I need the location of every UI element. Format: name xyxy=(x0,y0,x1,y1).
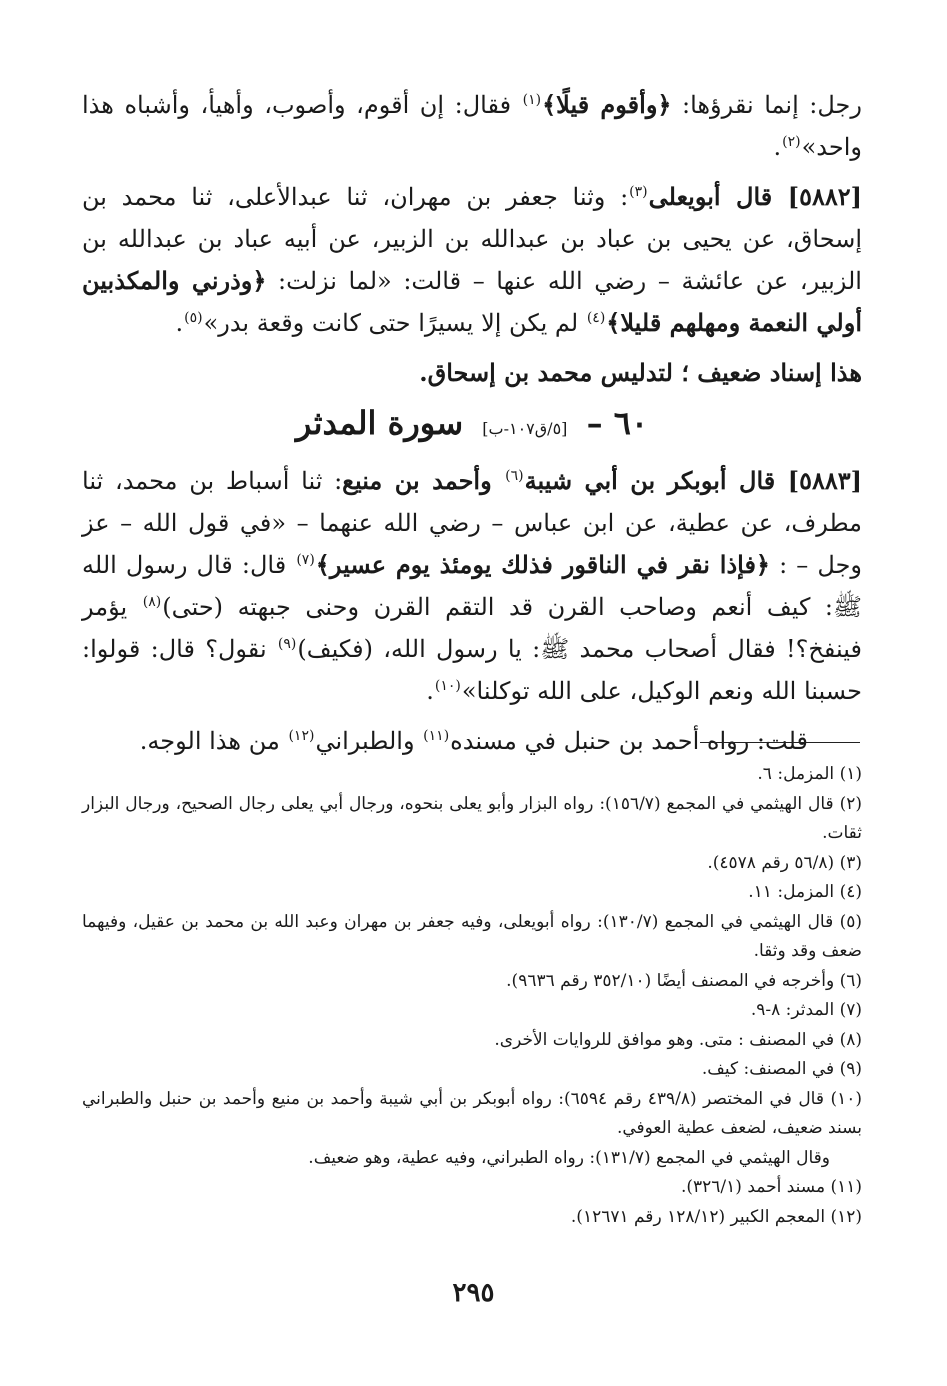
footnote-ref: (٢) xyxy=(782,134,801,150)
footnote-ref: (٧) xyxy=(296,552,315,568)
footnote xyxy=(82,760,862,790)
text-run: لم يكن إلا يسيرًا حتى كانت وقعة بدر» xyxy=(203,309,586,337)
footnote-text: في المصنف : متى. وهو موافق للروايات الأخرى. xyxy=(494,1029,835,1050)
footnote-text: المزمل: ١١. xyxy=(748,882,835,902)
text-run: رجل: إنما نقرؤها: xyxy=(671,91,862,119)
footnote-ref: (٣) xyxy=(629,184,648,200)
footnote-ref: (١٢) xyxy=(288,728,315,744)
footnote xyxy=(82,1203,862,1233)
footnote xyxy=(82,849,862,879)
text-run: قلت: رواه أحمد بن حنبل في مسنده xyxy=(450,727,808,755)
footnotes xyxy=(82,760,862,1232)
footnote-ref: (٦) xyxy=(505,468,524,484)
footnote-ref: (١٠) xyxy=(434,678,461,694)
footnote-text: وأخرجه في المصنف أيضًا (٣٥٢/١٠ رقم ٩٦٣٦). xyxy=(506,970,835,991)
text-run: . xyxy=(175,309,184,337)
footnote xyxy=(82,1173,862,1203)
text-run: . xyxy=(773,133,782,161)
text-run: : وثنا جعفر بن مهران، ثنا عبدالأعلى، ثنا محمد بن إسحاق، عن يحيى بن عباد بن عبدالله بن الزبير، عن أبيه عباد بن عبدالله بن الزبير، عن عائشة – رضي الله عنها – قالت: «لما نزلت: xyxy=(82,183,862,295)
hadith-label: وأحمد بن منيع xyxy=(342,466,505,495)
text-run: نقول؟ قال: قولوا: حسبنا الله ونعم الوكيل، على الله توكلنا» xyxy=(82,635,862,705)
section-text xyxy=(82,460,862,770)
chapter-title: سورة المدثر xyxy=(295,404,464,442)
footnote-number: (٨) xyxy=(839,1029,862,1050)
footnote xyxy=(82,1055,862,1085)
footnote-text: في المصنف: كيف. xyxy=(701,1059,835,1079)
footnote-number: (٩) xyxy=(839,1059,862,1079)
footnote-ref: (٩) xyxy=(277,636,297,652)
footnote xyxy=(82,967,862,997)
footnote-number: (٥) xyxy=(839,911,863,932)
footnote xyxy=(82,1085,862,1144)
footnote-text: (٥٦/٨ رقم ٤٥٧٨). xyxy=(707,852,835,873)
footnote-text: قال الهيثمي في المجمع (١٥٦/٧): رواه البزار وأبو يعلى بنحوه، ورجال أبي يعلى رجال الصحيح، ورجال البزار ثقات. xyxy=(82,793,862,843)
footnote-number: (١) xyxy=(839,764,862,784)
surah-heading xyxy=(82,398,862,454)
footnote-ref: (١) xyxy=(522,92,542,108)
footnote-continuation xyxy=(82,1144,862,1174)
hadith-5883 xyxy=(82,460,862,712)
text-run: يؤمر فينفخ؟! فقال أصحاب محمد ﷺ: يا رسول الله، (فكيف) xyxy=(82,593,862,663)
text-run: : ثنا أسباط بن محمد، ثنا مطرف، عن عطية، عن ابن عباس – رضي الله عنهما – «في قول الله – عز وجل – : xyxy=(82,467,863,579)
hadith-label: [٥٨٨٢] قال أبويعلى xyxy=(648,182,862,211)
qultu-paragraph xyxy=(82,720,862,762)
footnote-number: (١١) xyxy=(830,1177,862,1197)
manuscript-ref: [٥/ق١٠٧-ب] xyxy=(482,419,568,438)
hadith-5882 xyxy=(82,176,862,344)
text-run: والطبراني xyxy=(315,727,423,755)
paragraph-continuation xyxy=(82,84,862,168)
footnote-number: (٣) xyxy=(839,852,862,873)
quran-quote: ﴿وأقوم قيلًا﴾ xyxy=(542,90,672,119)
text-run: فقال: إن أقوم، وأصوب، وأهيأ، وأشباه هذا واحد» xyxy=(82,91,862,161)
footnote xyxy=(82,790,862,849)
text-run: . xyxy=(426,677,434,705)
footnote-number: (١٠) xyxy=(830,1088,862,1109)
chapter-number: ٦٠ – xyxy=(586,404,649,442)
footnote xyxy=(82,878,862,908)
footnote-text: المعجم الكبير (١٢٨/١٢ رقم ١٢٦٧١). xyxy=(570,1206,826,1227)
footnote xyxy=(82,996,862,1026)
footnote-number: (٦) xyxy=(839,970,862,991)
footnote xyxy=(82,908,862,967)
footnote-text: قال في المختصر (٤٣٩/٨ رقم ٦٥٩٤): رواه أبوبكر بن أبي شيبة وأحمد بن منيع وأحمد بن حنبل والطبراني بسند ضعيف، لضعف عطية العوفي. xyxy=(82,1088,862,1138)
footnote-text: مسند أحمد (٣٢٦/١). xyxy=(680,1177,826,1197)
footnote-text: وقال الهيثمي في المجمع (١٣١/٧): رواه الطبراني، وفيه عطية، وهو ضعيف. xyxy=(308,1147,830,1168)
footnote-text: قال الهيثمي في المجمع (١٣٠/٧): رواه أبويعلى، وفيه جعفر بن مهران وعبد الله بن محمد بن عقيل، وفيهما ضعف وقد وثقا. xyxy=(82,911,862,961)
footnote-ref: (٥) xyxy=(184,310,203,326)
footnote-number: (١٢) xyxy=(830,1206,862,1227)
footnote-number: (٢) xyxy=(839,793,862,814)
quran-quote: ﴿وذرني والمكذبين أولي النعمة ومهلهم قليلا﴾ xyxy=(82,266,862,337)
page-number: ٢٩٥ xyxy=(452,1278,495,1308)
footnote-ref: (٨) xyxy=(142,594,162,610)
footnote xyxy=(82,1026,862,1056)
footnote-text: المدثر: ٨-٩. xyxy=(750,1000,835,1020)
footnote-divider xyxy=(700,742,860,743)
text-run: قال: قال رسول الله ﷺ: كيف أنعم وصاحب القرن قد التقم القرن وحنى جبهته (حتى) xyxy=(82,551,862,621)
isnad-grading: هذا إسناد ضعيف ؛ لتدليس محمد بن إسحاق. xyxy=(419,358,862,387)
text-run: من هذا الوجه. xyxy=(139,727,288,755)
footnote-ref: (١١) xyxy=(423,728,450,744)
hadith-label: [٥٨٨٣] قال أبوبكر بن أبي شيبة xyxy=(524,466,862,495)
footnote-ref: (٤) xyxy=(586,310,606,326)
footnote-text: المزمل: ٦. xyxy=(757,764,835,784)
footnote-number: (٤) xyxy=(839,882,862,902)
main-text xyxy=(82,84,862,402)
footnote-number: (٧) xyxy=(839,1000,862,1020)
quran-quote: ﴿فإذا نقر في الناقور فذلك يومئذ يوم عسير﴾ xyxy=(315,550,770,579)
